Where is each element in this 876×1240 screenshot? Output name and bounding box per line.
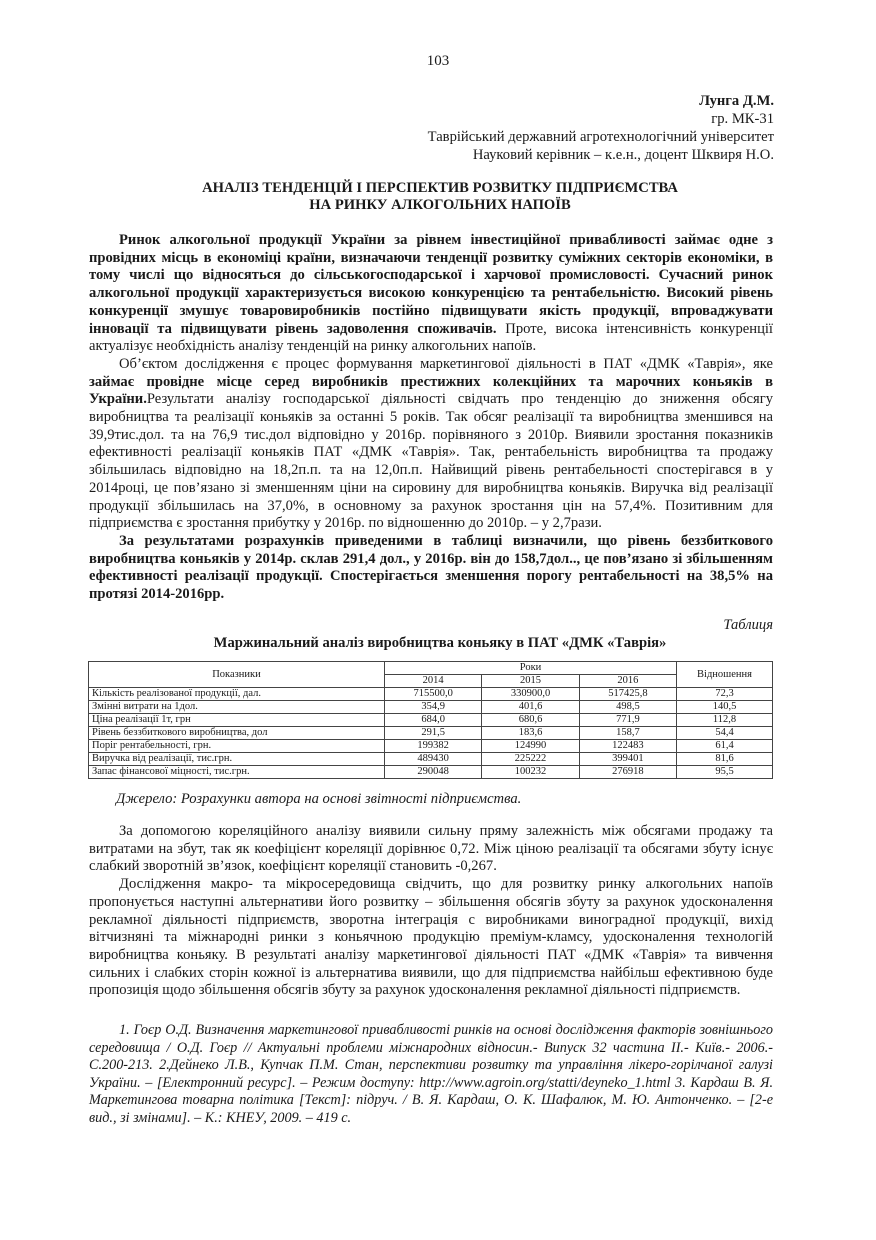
paragraph-2-rest: Результати аналізу господарської діяльності свідчать про тенденцію до зниження обсягу виробництва та реалізації коньяків за останні 5 років. Так обсяг реалізації та виробництва зменшився на 39,9тис.дол. та на 76,9 тис.дол відповідно у 2016р. порівняного з 2010р. Виявили зростання показників ефективності реалізації коньяків ПАТ «ДМК «Таврія». Так, рентабельність виробництва та продажу збільшилась відповідно на 18,2п.п. та на 12,0п.п. Найвищий рівень рентабельності спостерігався в у 2014році, це пов’язано зі зменшенням ціни на сировину для виробництва коньяків. Виручка від реалізації продукції збільшилась на 37,0%, в основному за рахунок зростання цін на 57,4%. Позитивним для підприємства є зростання прибутку у 2016р. по відношенню до 2010р. – у 2,7рази. (89, 391, 773, 532)
cell-2015: 225222 (482, 753, 579, 766)
header-years-group: Роки (384, 662, 676, 675)
margin-analysis-table (88, 661, 773, 779)
table-row (89, 727, 773, 740)
cell-2014: 290048 (384, 766, 481, 779)
author-group: гр. МК-31 (711, 111, 774, 127)
row-label: Кількість реалізованої продукції, дал. (89, 688, 385, 701)
cell-2016: 771,9 (579, 714, 676, 727)
paragraph-2-bold: займає провідне місце серед виробників престижних колекційних та марочних коньяків в України. (89, 373, 773, 408)
row-label: Змінні витрати на 1дол. (89, 701, 385, 714)
author-university: Таврійський державний агротехнологічний університет (427, 129, 774, 145)
table-title: Маржинальний аналіз виробництва коньяку в ПАТ «ДМК «Таврія» (213, 635, 667, 651)
table-body (89, 688, 773, 779)
references-text: 1. Гоєр О.Д. Визначення маркетингової привабливості ринків на основі дослідження факторів зовнішнього середовища / О.Д. Гоєр // Актуальні проблеми міжнародних відносин.- Випуск 32 частина II.- Київ.- 2006.- С.200-213. 2.Дейнеко Л.В., Купчак П.М. Стан, перспективи розвитку та управління лікеро-горілчаної галузі України. – [Електронний ресурс]. – Режим доступу: http://www.agroin.org/statti/deyneko_1.html 3. Кардаш В. Я. Маркетингова товарна політика [Текст]: підруч. / В. Я. Кардаш, О. К. Шафалюк, М. Ю. Антонченко. – [2-е вид., зі змінами]. – К.: КНЕУ, 2009. – 419 с. (89, 1022, 773, 1126)
cell-2016: 517425,8 (579, 688, 676, 701)
article-title-line-1: АНАЛІЗ ТЕНДЕНЦІЙ І ПЕРСПЕКТИВ РОЗВИТКУ ПІДПРИЄМСТВА (202, 180, 678, 196)
author-block (428, 92, 774, 164)
header-indicator: Показники (89, 662, 385, 688)
cell-2014: 354,9 (384, 701, 481, 714)
cell-2015: 680,6 (482, 714, 579, 727)
cell-2016: 158,7 (579, 727, 676, 740)
paragraph-4: За допомогою кореляційного аналізу виявили сильну пряму залежність між обсягами продажу та витратами на збут, так як коефіцієнт кореляції дорівнює 0,72. Між ціною реалізації та обсягами збуту існує слабкий зворотній зв’язок, коефіцієнт кореляції становить -0,267. (89, 823, 773, 875)
cell-ratio: 140,5 (677, 701, 773, 714)
table-row (89, 701, 773, 714)
cell-2014: 489430 (384, 753, 481, 766)
article-title-line-2: НА РИНКУ АЛКОГОЛЬНИХ НАПОЇВ (309, 197, 571, 213)
paragraph-1 (89, 232, 773, 356)
cell-2014: 715500,0 (384, 688, 481, 701)
article-body-upper (89, 232, 773, 604)
author-supervisor: Науковий керівник – к.е.н., доцент Шквиря Н.О. (472, 147, 774, 163)
row-label: Ціна реалізації 1т, грн (89, 714, 385, 727)
table-row (89, 688, 773, 701)
table-source: Джерело: Розрахунки автора на основі звітності підприємства. (116, 791, 522, 807)
paragraph-1-bold: Ринок алкогольної продукції України за рівнем інвестиційної привабливості займає одне з провідних місць в економіці країни, визначаючи тенденції розвитку суміжних секторів економіки, в тому числі що відносяться до сільськогосподарської і харчової промисловості. Сучасний ринок алкогольної продукції характеризується високою конкуренцією та рентабельністю. Високий рівень конкуренції змушує товаровиробників постійно підвищувати якість продукції, впроваджувати інновації та підвищувати рівень задоволення споживачів. (89, 232, 773, 337)
paragraph-5: Дослідження макро- та мікросередовища свідчить, що для розвитку ринку алкогольних напоїв пропонується наступні альтернативи його розвитку – збільшення обсягів збуту за рахунок удосконалення рекламної діяльності підприємств, зворотна інтеграція с виробниками виноградної продукції, вихід вітчизняні та міжнародні ринки з коньячною продукцію преміум-кламсу, удосконалення технологій виробництва коньяку. В результаті аналізу маркетингової діяльності ПАТ «ДМК «Таврія» та вивчення сильних і слабких сторін кожної із альтернатива виявили, що для підприємства найбільш ефективною буде пропозиція щодо збільшення обсягів збуту за рахунок удосконалення рекламної діяльності підприємств. (89, 876, 773, 999)
cell-ratio: 95,5 (677, 766, 773, 779)
article-title (80, 180, 800, 214)
paragraph-3: За результатами розрахунків приведеними в таблиці визначили, що рівень беззбиткового виробництва коньяків у 2014р. склав 291,4 дол., у 2016р. він до 158,7дол.., це пов’язано зі збільшенням ефективності реалізації продукції. Спостерігається зменшення порогу рентабельності на 38,5% на протязі 2014-2016рр. (89, 532, 773, 603)
row-label: Виручка від реалізації, тис.грн. (89, 753, 385, 766)
row-label: Поріг рентабельності, грн. (89, 740, 385, 753)
table-row (89, 740, 773, 753)
paragraph-2-start: Об’єктом дослідження є процес формування маркетингової діяльності в ПАТ «ДМК «Таврія», яке (119, 355, 773, 372)
cell-2016: 399401 (579, 753, 676, 766)
cell-ratio: 72,3 (677, 688, 773, 701)
header-year-2016: 2016 (579, 675, 676, 688)
cell-ratio: 54,4 (677, 727, 773, 740)
table-row (89, 766, 773, 779)
author-name: Лунга Д.М. (699, 93, 774, 109)
cell-2016: 498,5 (579, 701, 676, 714)
paragraph-2 (89, 356, 773, 533)
cell-2016: 276918 (579, 766, 676, 779)
cell-ratio: 61,4 (677, 740, 773, 753)
page-number: 103 (426, 53, 450, 69)
row-label: Запас фінансової міцності, тис.грн. (89, 766, 385, 779)
table-header-row (89, 662, 773, 675)
cell-2014: 291,5 (384, 727, 481, 740)
header-ratio: Відношення (677, 662, 773, 688)
references (89, 1022, 773, 1127)
cell-2014: 199382 (384, 740, 481, 753)
cell-2015: 124990 (482, 740, 579, 753)
cell-2015: 330900,0 (482, 688, 579, 701)
header-year-2014: 2014 (384, 675, 481, 688)
cell-ratio: 81,6 (677, 753, 773, 766)
cell-2014: 684,0 (384, 714, 481, 727)
article-body-lower (89, 823, 773, 1000)
cell-ratio: 112,8 (677, 714, 773, 727)
table-label: Таблиця (723, 617, 773, 633)
row-label: Рівень беззбиткового виробництва, дол (89, 727, 385, 740)
cell-2016: 122483 (579, 740, 676, 753)
paragraph-1-regular: Проте, висока інтенсивність конкуренції актуалізує необхідність аналізу тенденцій на ринку алкогольних напоїв. (89, 320, 773, 355)
cell-2015: 401,6 (482, 701, 579, 714)
cell-2015: 183,6 (482, 727, 579, 740)
table-row (89, 753, 773, 766)
table-row (89, 714, 773, 727)
header-year-2015: 2015 (482, 675, 579, 688)
cell-2015: 100232 (482, 766, 579, 779)
